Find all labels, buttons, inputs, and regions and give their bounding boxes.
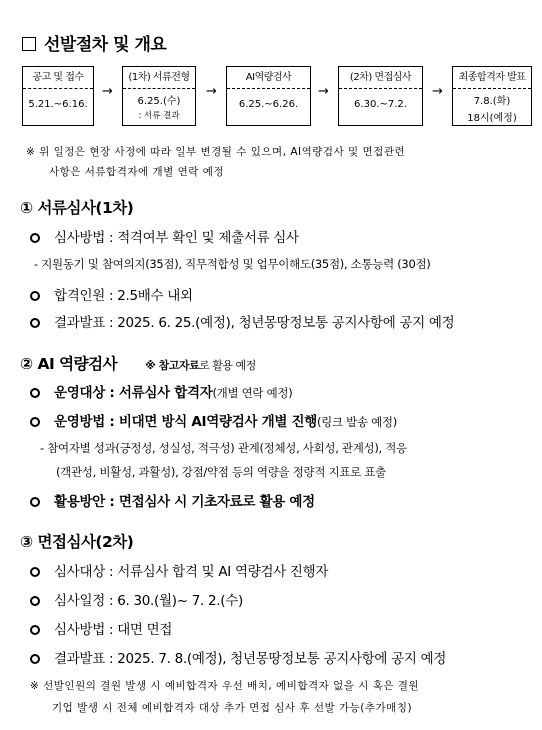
section1-result-text: 결과발표 : 2025. 6. 25.(예정), 청년몽땅정보통 공지사항에 공지 예정 bbox=[54, 315, 455, 331]
stage-final-announcement bbox=[452, 66, 532, 126]
stage-date: 6.25.(수) bbox=[137, 96, 181, 107]
stage-note: 18시(예정) bbox=[467, 113, 517, 124]
stage-date: 6.25.~6.26. bbox=[238, 99, 299, 110]
stage-date: 5.21.~6.16. bbox=[28, 99, 88, 110]
stage-document-screening bbox=[122, 66, 196, 126]
page-title-text: 선발절차 및 개요 bbox=[44, 35, 167, 55]
bullet-icon bbox=[30, 318, 40, 328]
section3-note-line1: ※ 선발인원의 결원 발생 시 예비합격자 우선 배치, 예비합격자 없을 시 혹은 결원 bbox=[30, 680, 420, 692]
section3-schedule bbox=[30, 589, 243, 609]
section3-schedule-text: 심사일정 : 6. 30.(월)~ 7. 2.(수) bbox=[54, 593, 243, 609]
section2-title-note-bold: ※ 참고자료 bbox=[145, 359, 200, 372]
flow-arrow: → bbox=[206, 84, 217, 99]
bullet-icon bbox=[30, 654, 40, 664]
bullet-icon bbox=[30, 625, 40, 635]
stage-announcement bbox=[22, 66, 94, 126]
schedule-note-line1: ※ 위 일정은 현장 사정에 따라 일부 변경될 수 있으며, AI역량검사 및 면접관련 bbox=[26, 146, 406, 158]
section2-method-text: 운영방법 : 비대면 방식 AI역량검사 개별 진행 bbox=[54, 414, 317, 430]
checkbox-square-icon bbox=[22, 37, 36, 51]
section2-target-text: 운영대상 : 서류심사 합격자 bbox=[54, 385, 213, 401]
bullet-icon bbox=[30, 417, 40, 427]
stage-head: (1차) 서류전형 bbox=[123, 67, 195, 89]
section3-title: ③ 면접심사(2차) bbox=[20, 533, 134, 551]
section2-target bbox=[30, 381, 292, 401]
stage-note: : 서류 결과 bbox=[138, 111, 180, 121]
stage-interview bbox=[338, 66, 423, 126]
stage-head: 공고 및 접수 bbox=[23, 67, 93, 89]
section2-title-text: ② AI 역량검사 bbox=[20, 355, 118, 373]
page-title bbox=[22, 30, 166, 55]
section1-method-text: 심사방법 : 적격여부 확인 및 제출서류 심사 bbox=[54, 230, 299, 246]
stage-ai-test bbox=[226, 66, 311, 126]
bullet-icon bbox=[30, 388, 40, 398]
section3-note-line2: 기업 발생 시 전체 예비합격자 대상 추가 면접 심사 후 선발 가능(추가매칭) bbox=[52, 702, 413, 714]
section3-target-text: 심사대상 : 서류심사 합격 및 AI 역량검사 진행자 bbox=[54, 564, 329, 580]
bullet-icon bbox=[30, 233, 40, 243]
section2-detail-line2: (객관성, 비활성, 과활성), 강점/약점 등의 역량을 정량적 지표로 표출 bbox=[56, 465, 386, 479]
section2-method-note: (링크 발송 예정) bbox=[316, 415, 397, 429]
section1-count-text: 합격인원 : 2.5배수 내외 bbox=[54, 288, 193, 304]
section2-target-note: (개별 연락 예정) bbox=[212, 386, 293, 400]
section2-usage-text: 활용방안 : 면접심사 시 기초자료로 활용 예정 bbox=[54, 494, 315, 510]
stage-date: 6.30.~7.2. bbox=[354, 99, 407, 110]
bullet-icon bbox=[30, 596, 40, 606]
section2-detail-line1: - 참여자별 성과(긍정성, 성실성, 적극성) 관계(정체성, 사회성, 관계성), 적응 bbox=[40, 441, 407, 455]
bullet-icon bbox=[30, 291, 40, 301]
section2-title-note-rest: 로 활용 예정 bbox=[199, 359, 256, 372]
stage-head: (2차) 면접심사 bbox=[339, 67, 422, 89]
section3-method bbox=[30, 618, 172, 638]
section1-method bbox=[30, 226, 299, 246]
section2-title bbox=[20, 352, 256, 374]
section1-result bbox=[30, 311, 454, 331]
flow-arrow: → bbox=[102, 84, 113, 99]
section2-method bbox=[30, 410, 397, 430]
section3-result-text: 결과발표 : 2025. 7. 8.(예정), 청년몽땅정보통 공지사항에 공지 예정 bbox=[54, 651, 447, 667]
section2-usage bbox=[30, 490, 315, 510]
section1-method-detail: - 지원동기 및 참여의지(35점), 직무적합성 및 업무이해도(35점), 소통능력 (30점) bbox=[34, 257, 431, 271]
flow-arrow: → bbox=[432, 84, 443, 99]
section3-result bbox=[30, 647, 446, 667]
stage-head: 최종합격자 발표 bbox=[453, 67, 531, 89]
section1-count bbox=[30, 284, 193, 304]
section1-title: ① 서류심사(1차) bbox=[20, 199, 134, 217]
bullet-icon bbox=[30, 567, 40, 577]
flow-arrow: → bbox=[318, 84, 329, 99]
section3-target bbox=[30, 560, 328, 580]
stage-date: 7.8.(화) bbox=[473, 96, 511, 107]
bullet-icon bbox=[30, 497, 40, 507]
section3-method-text: 심사방법 : 대면 면접 bbox=[54, 622, 173, 638]
stage-head: AI역량검사 bbox=[227, 67, 310, 89]
schedule-note-line2: 사항은 서류합격자에 개별 연락 예정 bbox=[49, 166, 224, 178]
